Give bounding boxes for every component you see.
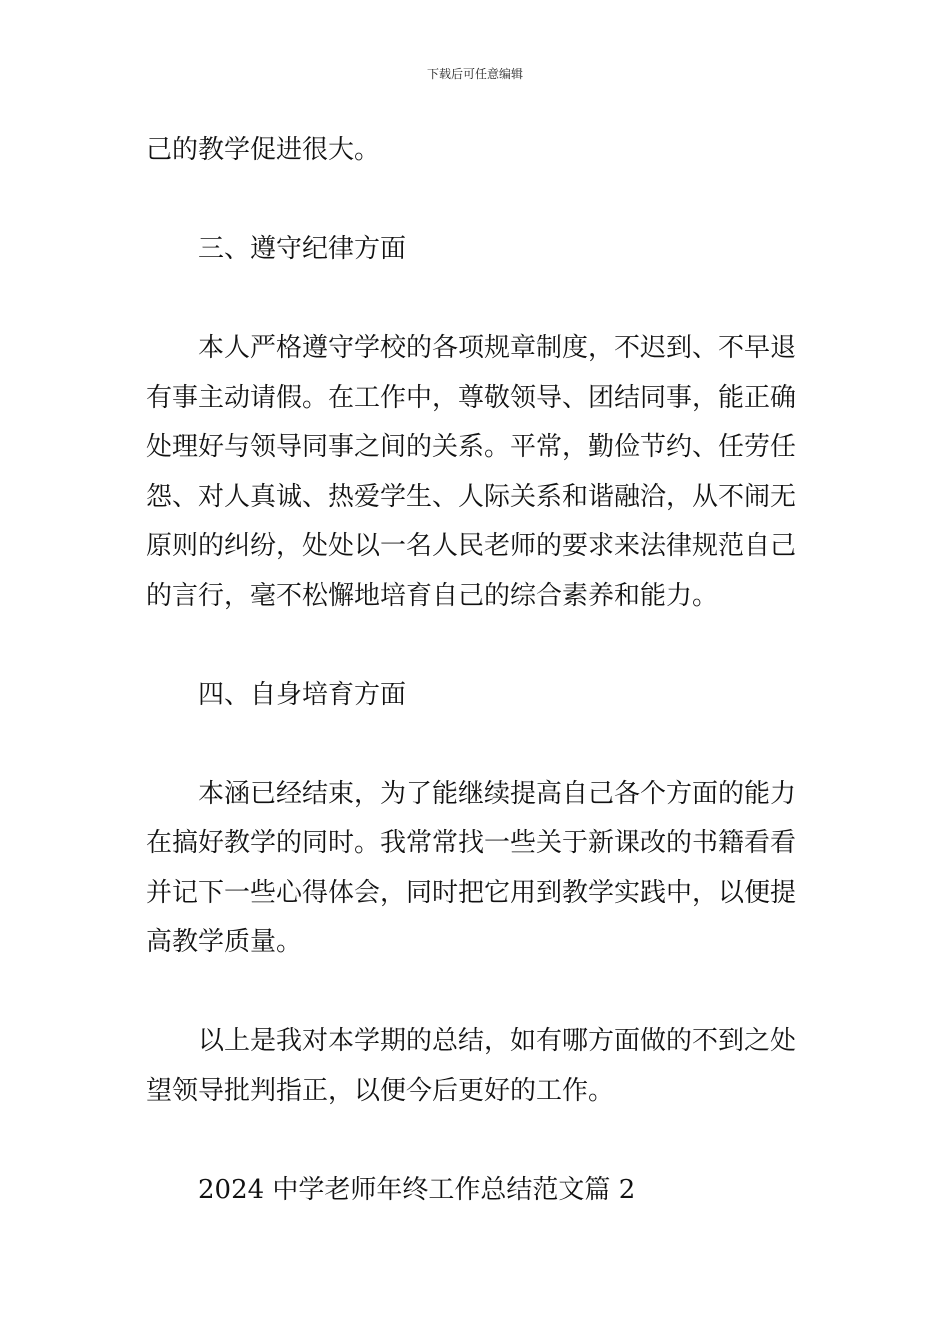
paragraph-gap xyxy=(146,275,808,325)
section-heading-discipline: 三、遵守纪律方面 xyxy=(198,234,407,264)
paragraph-gap xyxy=(146,621,808,671)
paragraph-gap xyxy=(146,176,808,226)
paragraph-gap xyxy=(146,720,808,770)
section-body-self-development: 本涵已经结束，为了能继续提高自己各个方面的能力在搞好教学的同时。我常常找一些关于新课改的书籍看看并记下一些心得体会，同时把它用到教学实践中，以便提高教学质量。 xyxy=(146,778,797,957)
document-body xyxy=(146,126,808,1215)
continuation-paragraph: 己的教学促进很大。 xyxy=(146,135,381,165)
section-body-discipline: 本人严格遵守学校的各项规章制度，不迟到、不早退有事主动请假。在工作中，尊敬领导、团结同事，能正确处理好与领导同事之间的关系。平常，勤俭节约、任劳任怨、对人真诚、热爱学生、人际关系和谐融洽，从不闹无原则的纠纷，处处以一名人民老师的要求来法律规范自己的言行，毫不松懈地培育自己的综合素养和能力。 xyxy=(146,333,797,611)
section-heading-self-development: 四、自身培育方面 xyxy=(198,679,407,710)
page-header-note: 下载后可任意编辑 xyxy=(426,67,523,81)
paragraph-gap xyxy=(146,968,808,1018)
conclusion-paragraph: 以上是我对本学期的总结，如有哪方面做的不到之处望领导批判指正，以便今后更好的工作。 xyxy=(146,1026,797,1106)
paragraph-gap xyxy=(146,1116,808,1166)
next-article-title: 2024 中学老师年终工作总结范文篇 2 xyxy=(198,1174,636,1205)
